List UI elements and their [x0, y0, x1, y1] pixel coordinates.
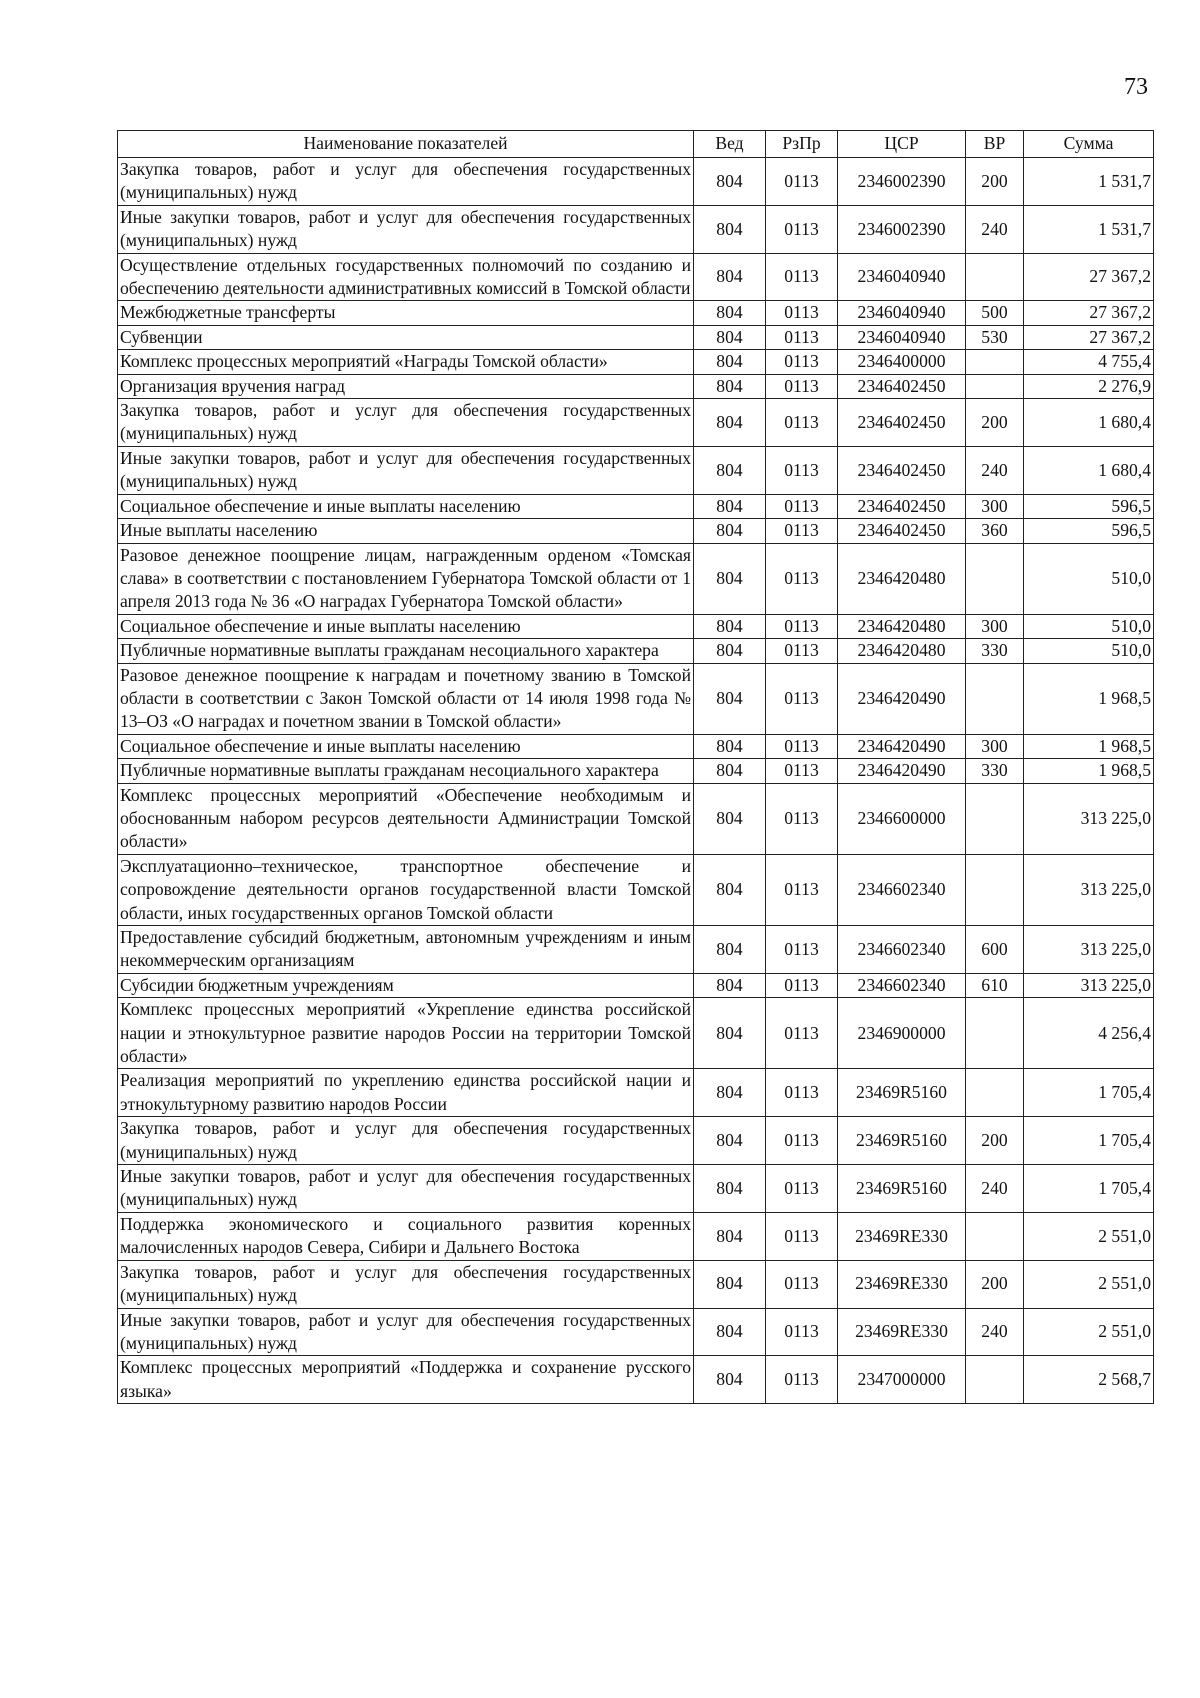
cell-vr: 330 — [966, 759, 1024, 783]
table-row — [118, 926, 1154, 974]
cell-ved: 804 — [694, 998, 766, 1069]
cell-name: Предоставление субсидий бюджетным, автономным учреждениям и иным некоммерческим организациям — [118, 926, 694, 974]
cell-rzpr: 0113 — [766, 543, 838, 614]
table-row — [118, 158, 1154, 206]
cell-csr: 2346600000 — [838, 783, 966, 854]
cell-name: Комплекс процессных мероприятий «Поддержка и сохранение русского языка» — [118, 1356, 694, 1404]
header-rzpr: РзПр — [766, 131, 838, 158]
cell-csr: 23469R5160 — [838, 1069, 966, 1117]
cell-csr: 2346402450 — [838, 399, 966, 447]
cell-ved: 804 — [694, 519, 766, 543]
cell-ved: 804 — [694, 854, 766, 925]
page-number: 73 — [1124, 74, 1148, 100]
cell-name: Социальное обеспечение и иные выплаты населению — [118, 734, 694, 758]
table-row — [118, 759, 1154, 783]
cell-ved: 804 — [694, 158, 766, 206]
cell-vr — [966, 543, 1024, 614]
cell-csr: 23469RE330 — [838, 1212, 966, 1260]
cell-rzpr: 0113 — [766, 854, 838, 925]
header-ved: Вед — [694, 131, 766, 158]
cell-csr: 2346040940 — [838, 325, 966, 349]
cell-sum: 510,0 — [1024, 614, 1154, 638]
table-row — [118, 301, 1154, 325]
cell-csr: 2346420490 — [838, 734, 966, 758]
table-header-row — [118, 131, 1154, 158]
cell-name: Иные закупки товаров, работ и услуг для обеспечения государственных (муниципальных) нужд — [118, 446, 694, 494]
cell-rzpr: 0113 — [766, 1069, 838, 1117]
table-row — [118, 1356, 1154, 1404]
cell-vr — [966, 374, 1024, 398]
cell-sum: 2 276,9 — [1024, 374, 1154, 398]
cell-sum: 2 568,7 — [1024, 1356, 1154, 1404]
cell-rzpr: 0113 — [766, 1165, 838, 1213]
cell-name: Публичные нормативные выплаты гражданам несоциального характера — [118, 639, 694, 663]
table-row — [118, 734, 1154, 758]
cell-name: Иные закупки товаров, работ и услуг для обеспечения государственных (муниципальных) нужд — [118, 1165, 694, 1213]
table-row — [118, 1212, 1154, 1260]
cell-name: Осуществление отдельных государственных полномочий по созданию и обеспечению деятельности административных комиссий в Томской области — [118, 253, 694, 301]
cell-name: Иные выплаты населению — [118, 519, 694, 543]
cell-rzpr: 0113 — [766, 998, 838, 1069]
cell-rzpr: 0113 — [766, 253, 838, 301]
table-row — [118, 253, 1154, 301]
cell-ved: 804 — [694, 543, 766, 614]
cell-rzpr: 0113 — [766, 1212, 838, 1260]
cell-rzpr: 0113 — [766, 1308, 838, 1356]
cell-vr: 600 — [966, 926, 1024, 974]
cell-ved: 804 — [694, 783, 766, 854]
cell-csr: 23469R5160 — [838, 1165, 966, 1213]
cell-name: Социальное обеспечение и иные выплаты населению — [118, 614, 694, 638]
table-row — [118, 639, 1154, 663]
cell-sum: 1 968,5 — [1024, 663, 1154, 734]
cell-csr: 2346420480 — [838, 639, 966, 663]
cell-vr: 240 — [966, 446, 1024, 494]
cell-ved: 804 — [694, 1356, 766, 1404]
cell-vr — [966, 998, 1024, 1069]
cell-ved: 804 — [694, 494, 766, 518]
table-row — [118, 973, 1154, 997]
cell-rzpr: 0113 — [766, 1260, 838, 1308]
cell-ved: 804 — [694, 1165, 766, 1213]
cell-rzpr: 0113 — [766, 301, 838, 325]
cell-sum: 2 551,0 — [1024, 1212, 1154, 1260]
cell-vr: 200 — [966, 1117, 1024, 1165]
cell-ved: 804 — [694, 759, 766, 783]
cell-rzpr: 0113 — [766, 734, 838, 758]
cell-sum: 2 551,0 — [1024, 1260, 1154, 1308]
cell-rzpr: 0113 — [766, 519, 838, 543]
cell-rzpr: 0113 — [766, 926, 838, 974]
table-row — [118, 205, 1154, 253]
cell-name: Субсидии бюджетным учреждениям — [118, 973, 694, 997]
cell-name: Межбюджетные трансферты — [118, 301, 694, 325]
cell-name: Реализация мероприятий по укреплению единства российской нации и этнокультурному развитию народов России — [118, 1069, 694, 1117]
cell-rzpr: 0113 — [766, 399, 838, 447]
cell-ved: 804 — [694, 1069, 766, 1117]
cell-name: Комплекс процессных мероприятий «Укрепление единства российской нации и этнокультурное развитие народов России на территории Томской области» — [118, 998, 694, 1069]
cell-name: Организация вручения наград — [118, 374, 694, 398]
cell-name: Комплекс процессных мероприятий «Награды Томской области» — [118, 350, 694, 374]
cell-sum: 4 755,4 — [1024, 350, 1154, 374]
cell-ved: 804 — [694, 350, 766, 374]
table-row — [118, 543, 1154, 614]
table-row — [118, 1117, 1154, 1165]
cell-vr: 240 — [966, 205, 1024, 253]
cell-ved: 804 — [694, 325, 766, 349]
cell-name: Эксплуатационно–техническое, транспортное обеспечение и сопровождение деятельности органов государственной власти Томской области, иных государственных органов Томской области — [118, 854, 694, 925]
table-row — [118, 614, 1154, 638]
cell-ved: 804 — [694, 253, 766, 301]
cell-sum: 1 680,4 — [1024, 399, 1154, 447]
cell-ved: 804 — [694, 973, 766, 997]
cell-csr: 2346040940 — [838, 301, 966, 325]
cell-ved: 804 — [694, 374, 766, 398]
cell-vr: 200 — [966, 1260, 1024, 1308]
table-body — [118, 158, 1154, 1404]
cell-vr: 500 — [966, 301, 1024, 325]
cell-csr: 23469R5160 — [838, 1117, 966, 1165]
cell-sum: 1 531,7 — [1024, 205, 1154, 253]
cell-ved: 804 — [694, 399, 766, 447]
cell-rzpr: 0113 — [766, 973, 838, 997]
cell-ved: 804 — [694, 301, 766, 325]
cell-name: Поддержка экономического и социального развития коренных малочисленных народов Севера, Сибири и Дальнего Востока — [118, 1212, 694, 1260]
table-row — [118, 663, 1154, 734]
header-vr: ВР — [966, 131, 1024, 158]
header-csr: ЦСР — [838, 131, 966, 158]
cell-sum: 596,5 — [1024, 494, 1154, 518]
table-row — [118, 374, 1154, 398]
cell-vr: 610 — [966, 973, 1024, 997]
cell-csr: 23469RE330 — [838, 1308, 966, 1356]
cell-rzpr: 0113 — [766, 783, 838, 854]
cell-csr: 2346420490 — [838, 759, 966, 783]
cell-csr: 2346402450 — [838, 519, 966, 543]
cell-vr — [966, 1069, 1024, 1117]
cell-rzpr: 0113 — [766, 759, 838, 783]
cell-name: Публичные нормативные выплаты гражданам несоциального характера — [118, 759, 694, 783]
cell-vr: 240 — [966, 1308, 1024, 1356]
cell-rzpr: 0113 — [766, 205, 838, 253]
cell-sum: 27 367,2 — [1024, 325, 1154, 349]
cell-vr — [966, 783, 1024, 854]
cell-name: Закупка товаров, работ и услуг для обеспечения государственных (муниципальных) нужд — [118, 1260, 694, 1308]
cell-name: Закупка товаров, работ и услуг для обеспечения государственных (муниципальных) нужд — [118, 1117, 694, 1165]
cell-csr: 2346602340 — [838, 926, 966, 974]
table-row — [118, 1069, 1154, 1117]
table-row — [118, 1308, 1154, 1356]
cell-sum: 2 551,0 — [1024, 1308, 1154, 1356]
table-row — [118, 1165, 1154, 1213]
cell-sum: 27 367,2 — [1024, 301, 1154, 325]
cell-csr: 2346420480 — [838, 614, 966, 638]
cell-vr — [966, 350, 1024, 374]
cell-ved: 804 — [694, 205, 766, 253]
cell-ved: 804 — [694, 446, 766, 494]
cell-sum: 1 968,5 — [1024, 734, 1154, 758]
cell-sum: 27 367,2 — [1024, 253, 1154, 301]
cell-ved: 804 — [694, 614, 766, 638]
cell-name: Социальное обеспечение и иные выплаты населению — [118, 494, 694, 518]
cell-csr: 2346900000 — [838, 998, 966, 1069]
cell-csr: 2346402450 — [838, 374, 966, 398]
table-row — [118, 519, 1154, 543]
table-row — [118, 350, 1154, 374]
cell-name: Субвенции — [118, 325, 694, 349]
header-name: Наименование показателей — [118, 131, 694, 158]
table-row — [118, 998, 1154, 1069]
cell-sum: 313 225,0 — [1024, 783, 1154, 854]
cell-rzpr: 0113 — [766, 1117, 838, 1165]
cell-name: Комплекс процессных мероприятий «Обеспечение необходимым и обоснованным набором ресурсов деятельности Администрации Томской области» — [118, 783, 694, 854]
cell-ved: 804 — [694, 639, 766, 663]
cell-vr: 200 — [966, 158, 1024, 206]
budget-table — [117, 130, 1154, 1404]
cell-csr: 2346602340 — [838, 854, 966, 925]
cell-ved: 804 — [694, 1117, 766, 1165]
cell-ved: 804 — [694, 663, 766, 734]
cell-vr: 200 — [966, 399, 1024, 447]
cell-vr — [966, 1356, 1024, 1404]
table-row — [118, 399, 1154, 447]
cell-rzpr: 0113 — [766, 350, 838, 374]
cell-vr — [966, 854, 1024, 925]
cell-ved: 804 — [694, 734, 766, 758]
cell-ved: 804 — [694, 1212, 766, 1260]
cell-sum: 1 531,7 — [1024, 158, 1154, 206]
table-row — [118, 1260, 1154, 1308]
cell-csr: 2346402450 — [838, 446, 966, 494]
cell-sum: 596,5 — [1024, 519, 1154, 543]
cell-csr: 2347000000 — [838, 1356, 966, 1404]
cell-rzpr: 0113 — [766, 614, 838, 638]
header-sum: Сумма — [1024, 131, 1154, 158]
cell-sum: 4 256,4 — [1024, 998, 1154, 1069]
cell-csr: 2346420480 — [838, 543, 966, 614]
cell-vr — [966, 663, 1024, 734]
cell-vr: 330 — [966, 639, 1024, 663]
cell-csr: 2346420490 — [838, 663, 966, 734]
cell-rzpr: 0113 — [766, 325, 838, 349]
cell-csr: 2346002390 — [838, 158, 966, 206]
cell-vr — [966, 253, 1024, 301]
cell-rzpr: 0113 — [766, 494, 838, 518]
table-row — [118, 325, 1154, 349]
cell-csr: 2346002390 — [838, 205, 966, 253]
cell-sum: 510,0 — [1024, 543, 1154, 614]
cell-sum: 510,0 — [1024, 639, 1154, 663]
cell-vr: 360 — [966, 519, 1024, 543]
cell-name: Закупка товаров, работ и услуг для обеспечения государственных (муниципальных) нужд — [118, 399, 694, 447]
table-row — [118, 854, 1154, 925]
cell-sum: 1 705,4 — [1024, 1117, 1154, 1165]
cell-name: Иные закупки товаров, работ и услуг для обеспечения государственных (муниципальных) нужд — [118, 205, 694, 253]
cell-ved: 804 — [694, 1308, 766, 1356]
cell-csr: 2346602340 — [838, 973, 966, 997]
cell-rzpr: 0113 — [766, 639, 838, 663]
cell-ved: 804 — [694, 926, 766, 974]
cell-rzpr: 0113 — [766, 374, 838, 398]
cell-name: Закупка товаров, работ и услуг для обеспечения государственных (муниципальных) нужд — [118, 158, 694, 206]
cell-sum: 1 705,4 — [1024, 1165, 1154, 1213]
table-row — [118, 494, 1154, 518]
cell-vr: 300 — [966, 494, 1024, 518]
cell-name: Разовое денежное поощрение лицам, награжденным орденом «Томская слава» в соответствии с постановлением Губернатора Томской области от 1 апреля 2013 года № 36 «О наградах Губернатора Томской области» — [118, 543, 694, 614]
cell-rzpr: 0113 — [766, 446, 838, 494]
cell-vr: 300 — [966, 734, 1024, 758]
cell-name: Разовое денежное поощрение к наградам и почетному званию в Томской области в соответствии с Закон Томской области от 14 июля 1998 года № 13–ОЗ «О наградах и почетном звании в Томской области» — [118, 663, 694, 734]
cell-sum: 1 705,4 — [1024, 1069, 1154, 1117]
cell-vr: 300 — [966, 614, 1024, 638]
cell-csr: 2346040940 — [838, 253, 966, 301]
cell-sum: 313 225,0 — [1024, 926, 1154, 974]
cell-rzpr: 0113 — [766, 663, 838, 734]
cell-csr: 2346402450 — [838, 494, 966, 518]
cell-vr: 240 — [966, 1165, 1024, 1213]
table-row — [118, 783, 1154, 854]
cell-vr: 530 — [966, 325, 1024, 349]
cell-rzpr: 0113 — [766, 158, 838, 206]
cell-csr: 2346400000 — [838, 350, 966, 374]
cell-sum: 313 225,0 — [1024, 973, 1154, 997]
cell-sum: 1 680,4 — [1024, 446, 1154, 494]
cell-csr: 23469RE330 — [838, 1260, 966, 1308]
cell-rzpr: 0113 — [766, 1356, 838, 1404]
cell-ved: 804 — [694, 1260, 766, 1308]
cell-vr — [966, 1212, 1024, 1260]
table-row — [118, 446, 1154, 494]
cell-sum: 1 968,5 — [1024, 759, 1154, 783]
cell-sum: 313 225,0 — [1024, 854, 1154, 925]
cell-name: Иные закупки товаров, работ и услуг для обеспечения государственных (муниципальных) нужд — [118, 1308, 694, 1356]
